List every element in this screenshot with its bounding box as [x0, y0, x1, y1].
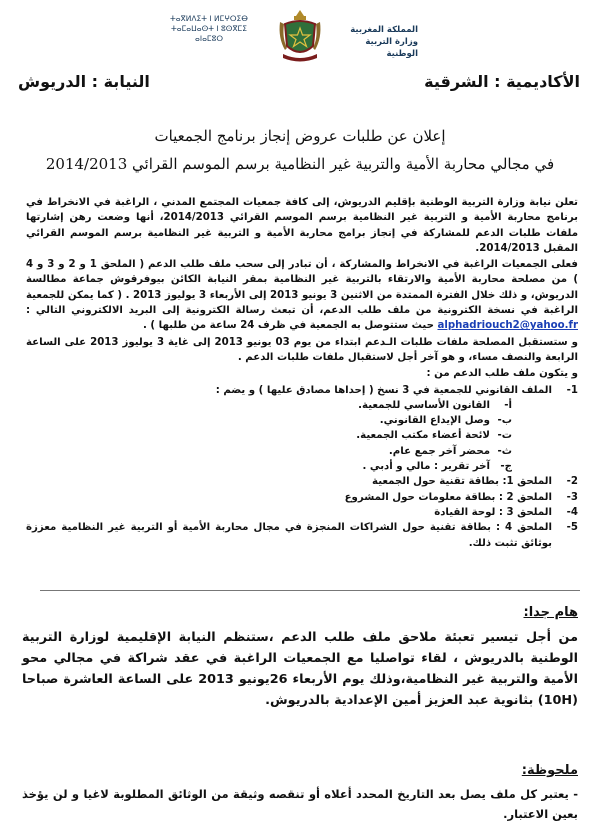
item-text: وصل الإيداع القانوني.: [379, 415, 490, 427]
announcement-title: [40, 122, 560, 178]
item-text: الملحق 1: بطاقة تقنية حول الجمعية: [372, 476, 552, 488]
list-item: [26, 459, 512, 474]
list-item: [26, 474, 578, 489]
item-text: الملحق 3 : لوحة القيادة: [434, 506, 552, 518]
item-number: 1-: [566, 384, 578, 396]
ministry-header: [338, 24, 418, 60]
list-item: [26, 383, 578, 475]
note-title: ملحوظة:: [521, 763, 578, 778]
item-text: لائحة أعضاء مكتب الجمعية.: [356, 430, 490, 442]
tifinagh-line-1: ⵜⴰⴳⵍⴷⵉⵜ ⵏ ⵍⵎⵖⵔⵉⴱ: [170, 14, 248, 23]
list-item: [26, 490, 578, 505]
note-text: - يعتبر كل ملف يصل بعد التاريخ المحدد أعلاه أو تنقصه وثيقة من الوثائق المطلوبة لاغيا و لن يؤخذ بعين الاعتبار.: [22, 787, 578, 821]
academy-label: الأكاديمية : الشرقية: [424, 72, 580, 91]
item-number: ث-: [497, 445, 512, 457]
list-item: [26, 428, 512, 443]
item-number: 3-: [566, 491, 578, 503]
paragraph-withdraw-start: فعلى الجمعيات الراغبة في الانخراط والمشاركة ، أن تبادر إلى سحب ملف طلب الدعم ( الملحق 1 و 2 و 3 و 4 ) من مصلحة محاربة الأمية والارتقاء بالتربية غير النظامية بمقر النيابة الكائن بيوفرقوش جماعة مطالسة الدريوش، و ذلك خلال الفترة الممتدة من الاثنين 3 يونيو 2013 إلى الأربعاء 3 يوليوز 2013 . ( كما يمكن للجمعية الراغبة في نسخة الكترونية من ملف طلب الدعم، أن تبعث رسالة الكترونية إلى البريد الالكتروني التالي :: [26, 259, 578, 317]
academy-line: [0, 68, 600, 98]
item-number: 5-: [566, 522, 578, 534]
paragraph-file-contents: و يتكون ملف طلب الدعم من :: [426, 368, 578, 380]
item-text: الملحق 2 : بطاقة معلومات حول المشروع: [344, 491, 552, 503]
paragraph-withdraw: [26, 257, 578, 333]
title-line-1: إعلان عن طلبات عروض إنجاز برنامج الجمعيات: [154, 127, 446, 145]
contact-email-link[interactable]: alphadriouch2@yahoo.fr: [437, 320, 578, 332]
item-number: ج-: [500, 461, 512, 473]
item-number: 4-: [566, 506, 578, 518]
important-title: هام جدا:: [523, 605, 578, 620]
legal-file-sublist: [26, 398, 552, 474]
list-item: [26, 413, 512, 428]
announcement-body: [26, 195, 578, 551]
paragraph-reception: و ستستقبل المصلحة ملفات طلبات الـدعم ابتداء من يوم 03 يونيو 2013 إلى غاية 3 يوليوز 2013 على الساعة الرابعة والنصف مساء، و هو آخر أجل لاستقبال ملفات طلبات الدعم .: [26, 336, 578, 363]
paragraph-intro: تعلن نيابة وزارة التربية الوطنية بإقليم الدريوش، إلى كافة جمعيات المجتمع المدني ، الراغبة في الانخراط في برنامج محاربة الأمية و التربية غير النظامية برسم الموسم القرائي 2014/2013، أنها وضعت رهن إشارتها ملفات طلبات الدعم للمشاركة في إنجاز برامج محاربة الأمية و التربية غير النظامية برسم الموسم القرائي المقبل 2014/2013.: [26, 197, 579, 254]
paragraph-withdraw-end: حيث ستتوصل به الجمعية في ظرف 24 ساعة من طلبها ) .: [143, 320, 438, 332]
delegation-label: النيابة : الدريوش: [18, 72, 150, 91]
item-text: القانون الأساسي للجمعية.: [358, 399, 490, 411]
important-text: من أجل تيسير تعبئة ملاحق ملف طلب الدعم ،ستنظم النيابة الإقليمية لوزارة التربية الوطنية بالدريوش ، لقاء تواصليا مع الجمعيات الراغبة في عقد شراكة في مجالي محو الأمية والتربية غير النظامية،وذلك يوم الأربعاء 26يونيو 2013 على الساعة العاشرة صباحا (10H) بثانوية عبد العزيز أمين الإعدادية بالدريوش.: [22, 630, 578, 708]
kingdom-name: المملكة المغربية: [350, 25, 418, 35]
item-text: آخر تقرير : مالي و أدبي .: [362, 461, 490, 473]
item-text: الملحق 4 : بطاقة تقنية حول الشراكات المنجزة في مجال محاربة الأمية أو التربية غير النظامية معززة بوثائق تثبت ذلك.: [26, 522, 552, 549]
item-number: ب-: [497, 415, 512, 427]
list-item: [26, 398, 512, 413]
item-number: أ-: [504, 399, 512, 411]
item-number: ت-: [497, 430, 512, 442]
ministry-name: وزارة التربية الوطنية: [365, 37, 418, 59]
tifinagh-header: [170, 14, 248, 44]
item-number: 2-: [566, 476, 578, 488]
coat-of-arms-icon: [277, 8, 323, 64]
item-text: محضر آخر جمع عام.: [388, 445, 490, 457]
section-divider: [40, 590, 580, 591]
list-item: [26, 520, 578, 551]
tifinagh-line-2: ⵜⴰⵎⴰⵡⴰⵙⵜ ⵏ ⵓⵙⴳⵎⵉ: [171, 24, 247, 33]
required-documents-list: [26, 383, 578, 551]
title-line-2: في مجالي محاربة الأمية والتربية غير النظامية برسم الموسم القرائي 2014/2013: [45, 155, 555, 173]
tifinagh-line-3: ⴰⵏⴰⵎⵓⵔ: [195, 34, 223, 43]
item-text: الملف القانوني للجمعية في 3 نسخ ( إحداها مصادق عليها ) و يضم :: [215, 384, 552, 396]
list-item: [26, 444, 512, 459]
list-item: [26, 505, 578, 520]
